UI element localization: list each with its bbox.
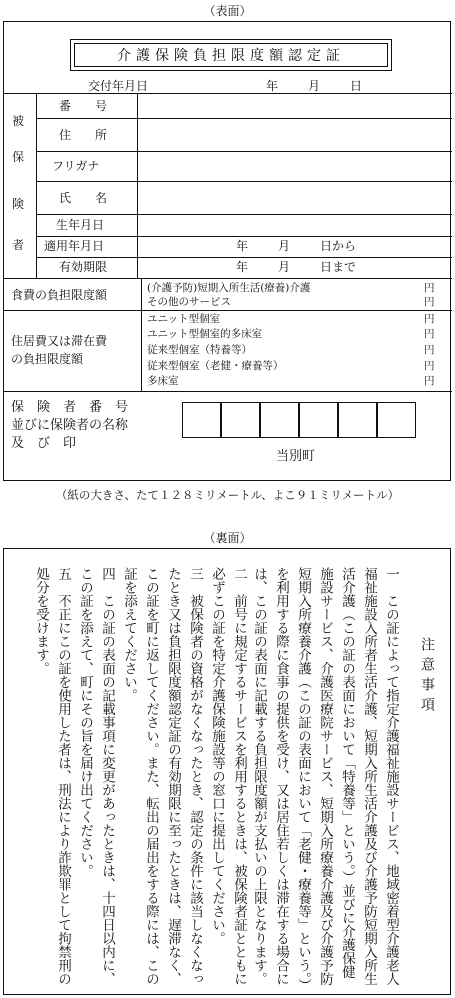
insured-char-3: 険: [12, 197, 25, 211]
valid-year: 年: [236, 260, 249, 274]
insured-char-2: 保: [12, 150, 25, 164]
title-box: [70, 39, 392, 71]
housing-item-4: 従来型個室（老健・療養等）: [147, 360, 284, 372]
housing-unit-2: 円: [424, 328, 435, 340]
insurer-label-line-3: 及 び 印: [11, 436, 77, 451]
insured-char-1: 被: [12, 114, 25, 128]
insured-char-4: 者: [12, 238, 25, 252]
insurer-number-box-5[interactable]: [338, 402, 377, 438]
food-item-2: その他のサービス: [147, 296, 231, 308]
issue-day: 日: [350, 79, 363, 93]
housing-item-3: 従来型個室（特養等）: [147, 344, 252, 356]
food-item-1: (介護予防)短期入所生活(療養)介護: [147, 282, 311, 294]
number-label: 番 号: [59, 99, 108, 113]
applied-year: 年: [236, 239, 249, 253]
housing-unit-3: 円: [424, 344, 435, 356]
note-item-4: 四 この証の表面の記載事項に変更があったときは、十四日以内に、この証を添えて、町にその旨を届け出てください。: [77, 567, 115, 986]
valid-until-label: 有効期限: [59, 260, 108, 274]
food-unit-1: 円: [424, 282, 435, 294]
insurer-number-box-3[interactable]: [260, 402, 299, 438]
housing-item-2: ユニット型個室的多床室: [147, 328, 263, 340]
applied-from: 日から: [320, 239, 357, 253]
issue-year: 年: [266, 79, 279, 93]
housing-unit-4: 円: [424, 360, 435, 372]
issue-month: 月: [308, 79, 321, 93]
note-item-3: 三 被保険者の資格がなくなったとき、認定の条件に該当しなくなったとき又は負担限度額認定証の有効期限に至ったときは、遅滞なく、この証を町に返してください。また、転出の届出をする際には、この証を添えてください。: [121, 567, 203, 986]
notes-heading: 注意事項: [419, 637, 435, 717]
applied-month: 月: [278, 239, 291, 253]
valid-until: 日まで: [320, 260, 357, 274]
applied-date-label: 適用年月日: [44, 239, 105, 253]
housing-label-line-1: 住居費又は滞在費: [11, 334, 108, 348]
food-limit-label: 食費の負担限度額: [11, 288, 108, 302]
name-label: 氏 名: [59, 191, 108, 205]
note-item-2: 二 前号に規定するサービスを利用するときは、被保険者証とともに必ずこの証を特定介護保険施設等の窓口に提出してください。: [209, 567, 247, 986]
valid-month: 月: [278, 260, 291, 274]
furigana-label: フリガナ: [52, 159, 100, 173]
insurer-label-line-1: 保 険 者 番 号: [11, 400, 129, 415]
note-item-1: 一 この証によって指定介護福祉施設サービス、地域密着型介護老人福祉施設入所者生活介護、短期入所生活介護及び介護予防短期入所生活介護（この証の表面において「特養等」という。）並びに介護保健施設サービス、介護医療院サービス、短期入所療養介護及び介護予防短期入所療養介護（この証の表面において「老健・療養等」という。）を利用する際に食事の提供を受け、又は居住若しくは滞在する場合には、この証の表面に記載する負担限度額が支払いの上限となります。: [251, 567, 399, 986]
birth-label: 生年月日: [56, 218, 105, 232]
insurer-number-box-6[interactable]: [377, 402, 416, 438]
certificate-back: [3, 548, 451, 995]
certificate-front: [3, 21, 451, 481]
insurer-town: 当別町: [276, 449, 316, 464]
note-item-5: 五 不正にこの証を使用した者は、刑法により詐欺罪として拘禁刑の処分を受けます。: [33, 567, 71, 986]
housing-unit-5: 円: [424, 375, 435, 387]
back-caption: （裏面）: [203, 531, 252, 545]
front-caption: （表面）: [203, 4, 252, 18]
housing-unit-1: 円: [424, 313, 435, 325]
housing-item-1: ユニット型個室: [147, 313, 221, 325]
food-unit-2: 円: [424, 296, 435, 308]
address-label: 住 所: [59, 128, 108, 142]
insurer-label-line-2: 並びに保険者の名称: [11, 418, 129, 433]
paper-size-note: （紙の大きさ、たて１２８ミリメートル、よこ９１ミリメートル）: [55, 488, 400, 502]
insurer-number-box-2[interactable]: [221, 402, 260, 438]
issue-date-label: 交付年月日: [88, 79, 149, 93]
insurer-number-box-1[interactable]: [182, 402, 221, 438]
insurer-number-box-4[interactable]: [299, 402, 338, 438]
housing-label-line-2: の負担限度額: [11, 352, 84, 366]
certificate-title: 介護保険負担限度額認定証: [117, 48, 345, 64]
housing-item-5: 多床室: [147, 375, 179, 387]
